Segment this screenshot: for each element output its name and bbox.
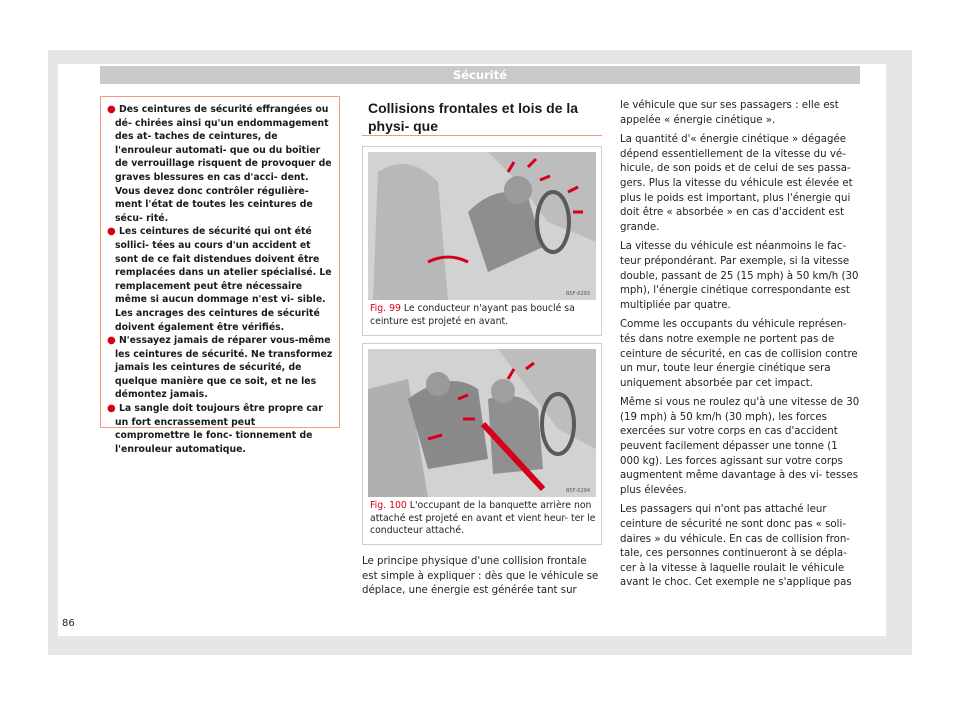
paragraph: Comme les occupants du véhicule représen- tés dans notre exemple ne portent pas de ceinture de sécurité, en cas de collision contre un mur, toute leur énergie cinétique sera uniquement absorbée par cet impact.: [620, 319, 858, 389]
section-title: Collisions frontales et lois de la physi- que: [368, 100, 579, 134]
crash-rear-icon: [368, 349, 596, 497]
paragraph: Le principe physique d'une collision frontale est simple à expliquer : dès que le véhicule se déplace, une énergie est générée tant sur: [362, 556, 599, 597]
page-number: 86: [62, 618, 75, 629]
figure-99: [362, 146, 602, 336]
section-header: Sécurité: [100, 66, 860, 84]
title-divider: [362, 135, 602, 136]
figure-code: B5F-0293: [566, 291, 591, 297]
middle-column-text: [362, 555, 602, 604]
figure-100: [362, 343, 602, 545]
bullet-icon: ●: [107, 226, 116, 238]
figure-caption: Fig. 99 Le conducteur n'ayant pas bouclé sa ceinture est projeté en avant.: [370, 303, 575, 327]
bullet-icon: ●: [107, 104, 116, 115]
right-column-text: [620, 99, 860, 596]
bullet-icon: ●: [107, 403, 116, 415]
paragraph: Même si vous ne roulez qu'à une vitesse de 30 (19 mph) à 50 km/h (30 mph), les forces exercées sur votre corps en cas d'accident peuvent facilement dépasser une tonne (1 000 kg). Les forces agissant sur votre corps augmentent même davantage à des vi- tesses plus élevées.: [620, 397, 860, 496]
figure-caption: Fig. 100 L'occupant de la banquette arrière non attaché est projeté en avant et vient heur- ter le conducteur attaché.: [370, 500, 596, 537]
bullet-icon: ●: [107, 335, 116, 347]
paragraph: Les passagers qui n'ont pas attaché leur ceinture de sécurité ne sont donc pas « soli- daires » du véhicule. En cas de collision fron- tale, ces personnes continueront à se dépla- cer à la vitesse à laquelle roulait le véhicule avant le choc. Cet exemple ne s'applique pas: [620, 504, 852, 589]
paragraph: le véhicule que sur ses passagers : elle est appelée « énergie cinétique ».: [620, 100, 839, 126]
warning-item: ● La sangle doit toujours être propre car un fort encrassement peut compromettre le fonc- tionnement de l'enrouleur automatique.: [107, 403, 323, 455]
figure-number: Fig. 99: [370, 303, 401, 314]
crash-illustration-driver: [368, 152, 596, 300]
warning-item: ● Les ceintures de sécurité qui ont été sollici- tées au cours d'un accident et sont de ce fait distendues doivent être remplacées dans un atelier spécialisé. Le remplacement peut être nécessaire même si aucun dommage n'est vi- sible. Les ancrages des ceintures de sécurité doivent également être vérifiés.: [107, 226, 332, 333]
paragraph: La vitesse du véhicule est néanmoins le fac- teur prépondérant. Par exemple, si la vitesse double, passant de 25 (15 mph) à 50 km/h (30 mph), l'énergie cinétique correspondante est multipliée par quatre.: [620, 241, 859, 311]
figure-number: Fig. 100: [370, 500, 407, 511]
warning-item: ● Des ceintures de sécurité effrangées ou dé- chirées ainsi qu'un endommagement des at- taches de ceintures, de l'enrouleur automati- que ou du boîtier de verrouillage risquent de provoquer de graves blessures en cas d'acci- dent. Vous devez donc contrôler régulière- ment l'état de toutes les ceintures de sécu- rité.: [107, 104, 332, 224]
figure-code: B5F-0294: [566, 488, 591, 494]
warning-box: [100, 96, 340, 455]
warning-item: ● N'essayez jamais de réparer vous-même les ceintures de sécurité. Ne transformez jamais les ceintures de sécurité, de quelque manière que ce soit, et ne les démontez jamais.: [107, 335, 333, 401]
crash-illustration-rear-passenger: [368, 349, 596, 497]
paragraph: La quantité d'« énergie cinétique » dégagée dépend essentiellement de la vitesse du vé- hicule, de son poids et de celui de ses passa- gers. Plus la vitesse du véhicule est élevée et plus le poids est important, plus l'énergie qui doit être « absorbée » en cas d'accident est grande.: [620, 134, 853, 233]
crash-driver-icon: [368, 152, 596, 300]
